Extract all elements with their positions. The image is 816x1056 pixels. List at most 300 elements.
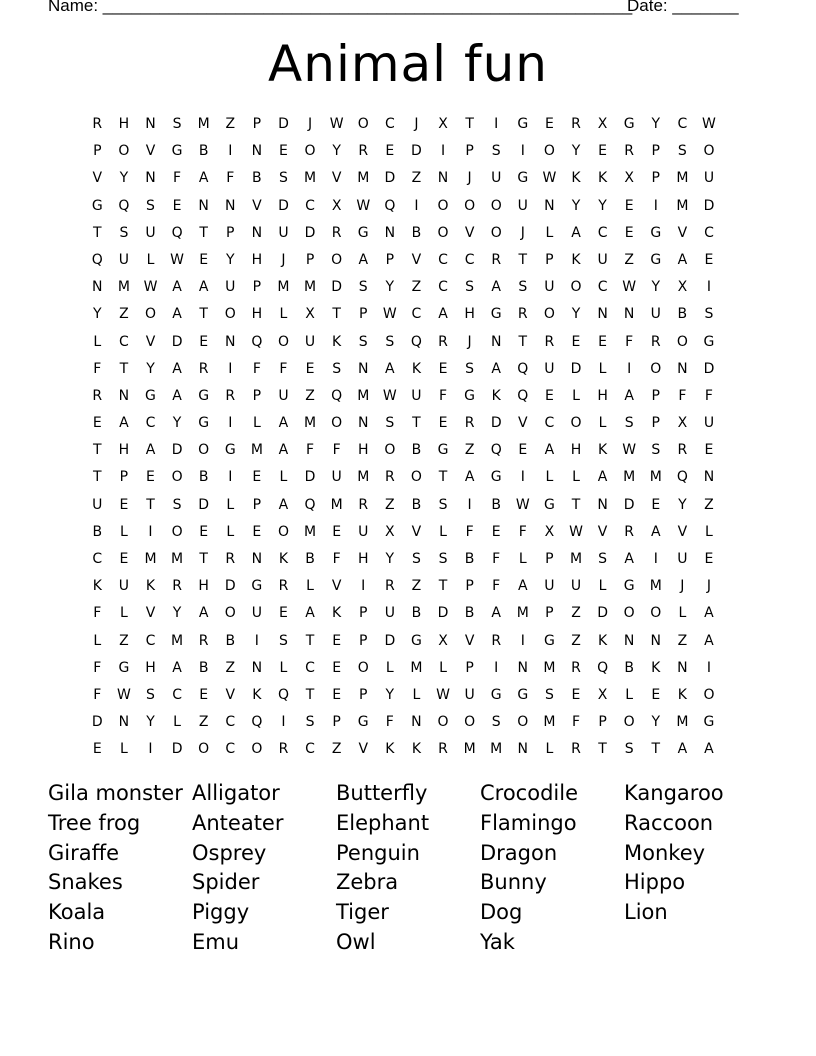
grid-letter: R bbox=[571, 659, 581, 676]
grid-letter: D bbox=[437, 605, 449, 622]
grid-letter: J bbox=[467, 170, 472, 187]
grid-letter: F bbox=[465, 523, 474, 540]
grid-letter: Q bbox=[91, 251, 103, 268]
grid-letter: U bbox=[703, 415, 715, 432]
grid-letter: R bbox=[198, 632, 209, 649]
grid-letter: M bbox=[676, 714, 689, 731]
grid-letter: E bbox=[704, 551, 714, 567]
grid-letter: H bbox=[357, 442, 369, 459]
grid-letter: Z bbox=[198, 714, 209, 731]
grid-letter: K bbox=[332, 333, 342, 350]
grid-letter: E bbox=[119, 551, 129, 567]
grid-letter: B bbox=[411, 605, 422, 622]
grid-letter: Y bbox=[385, 686, 395, 703]
grid-letter: L bbox=[252, 415, 261, 432]
grid-letter: L bbox=[545, 224, 554, 241]
grid-letter: N bbox=[225, 197, 236, 214]
grid-letter: O bbox=[304, 143, 316, 160]
grid-letter: L bbox=[705, 523, 713, 540]
grid-letter: R bbox=[544, 333, 555, 350]
grid-letter: Y bbox=[678, 496, 687, 513]
grid-letter: O bbox=[410, 469, 422, 486]
grid-letter: F bbox=[571, 714, 581, 731]
grid-letter: G bbox=[543, 632, 555, 649]
grid-letter: S bbox=[146, 197, 155, 214]
grid-letter: Y bbox=[385, 279, 395, 296]
word-bank-item: Dragon bbox=[480, 840, 558, 865]
grid-letter: Z bbox=[624, 251, 634, 268]
word-bank-item: Raccoon bbox=[624, 810, 714, 835]
grid-letter: R bbox=[358, 143, 369, 160]
grid-letter: N bbox=[198, 197, 209, 214]
grid-letter: R bbox=[225, 387, 236, 404]
worksheet-header bbox=[48, 0, 748, 16]
grid-letter: E bbox=[598, 143, 607, 160]
grid-letter: P bbox=[465, 578, 474, 595]
grid-letter: Y bbox=[146, 360, 155, 377]
grid-letter: G bbox=[224, 442, 236, 459]
grid-letter: G bbox=[171, 143, 183, 160]
grid-letter: S bbox=[358, 333, 368, 350]
grid-letter: X bbox=[544, 523, 555, 540]
grid-letter: M bbox=[543, 714, 556, 731]
grid-letter: K bbox=[278, 551, 289, 567]
grid-letter: R bbox=[331, 224, 342, 241]
grid-letter: T bbox=[199, 224, 208, 241]
grid-letter: E bbox=[491, 523, 501, 540]
grid-letter: G bbox=[703, 333, 715, 350]
grid-letter: E bbox=[651, 686, 661, 703]
grid-letter: O bbox=[464, 714, 476, 731]
grid-letter: B bbox=[198, 469, 209, 486]
grid-letter: F bbox=[279, 360, 288, 377]
grid-letter: M bbox=[543, 659, 556, 676]
grid-letter: P bbox=[359, 632, 368, 649]
grid-letter: N bbox=[703, 469, 715, 486]
grid-letter: G bbox=[543, 496, 555, 513]
grid-letter: I bbox=[653, 551, 658, 567]
grid-letter: U bbox=[358, 523, 369, 540]
grid-letter: N bbox=[384, 224, 396, 241]
grid-letter: G bbox=[251, 578, 263, 595]
grid-letter: B bbox=[464, 605, 475, 622]
grid-letter: S bbox=[385, 415, 395, 432]
grid-letter: A bbox=[172, 659, 182, 676]
grid-letter: K bbox=[92, 578, 102, 595]
grid-letter: D bbox=[304, 224, 316, 241]
grid-letter: A bbox=[677, 741, 688, 758]
grid-letter: V bbox=[331, 578, 342, 595]
grid-letter: A bbox=[358, 251, 369, 268]
word-bank-item: Flamingo bbox=[480, 810, 577, 835]
word-bank-item: Kangaroo bbox=[624, 781, 724, 805]
grid-letter: Z bbox=[225, 116, 236, 132]
grid-letter: K bbox=[597, 442, 608, 459]
grid-letter: I bbox=[414, 197, 419, 214]
grid-letter: K bbox=[677, 686, 687, 703]
grid-letter: F bbox=[518, 523, 527, 540]
grid-letter: B bbox=[464, 551, 475, 567]
grid-letter: F bbox=[625, 333, 634, 350]
grid-letter: M bbox=[676, 197, 689, 214]
grid-letter: O bbox=[224, 605, 236, 622]
grid-letter: S bbox=[651, 442, 661, 459]
grid-letter: V bbox=[518, 415, 528, 432]
grid-letter: E bbox=[252, 469, 262, 486]
grid-letter: R bbox=[624, 523, 635, 540]
grid-letter: D bbox=[304, 469, 316, 486]
grid-letter: Q bbox=[118, 197, 130, 214]
grid-letter: B bbox=[411, 224, 422, 241]
grid-letter: T bbox=[438, 469, 448, 486]
grid-letter: F bbox=[332, 551, 341, 567]
grid-letter: M bbox=[357, 469, 370, 486]
grid-letter: R bbox=[384, 578, 395, 595]
grid-letter: S bbox=[411, 551, 421, 567]
grid-letter: P bbox=[651, 143, 660, 160]
grid-letter: J bbox=[467, 333, 472, 350]
grid-letter: Y bbox=[225, 251, 235, 268]
grid-letter: E bbox=[332, 659, 342, 676]
grid-letter: P bbox=[545, 551, 554, 567]
grid-letter: E bbox=[92, 741, 102, 758]
grid-letter: A bbox=[119, 415, 129, 432]
grid-letter: B bbox=[252, 170, 262, 187]
grid-letter: C bbox=[305, 659, 315, 676]
grid-letter: M bbox=[304, 170, 317, 187]
grid-letter: L bbox=[678, 605, 687, 622]
grid-letter: A bbox=[198, 170, 209, 187]
grid-letter: S bbox=[465, 360, 475, 377]
grid-letter: T bbox=[651, 741, 661, 758]
grid-letter: E bbox=[252, 523, 262, 540]
grid-letter: M bbox=[250, 442, 263, 459]
grid-letter: O bbox=[437, 714, 449, 731]
grid-letter: N bbox=[357, 415, 369, 432]
grid-letter: W bbox=[382, 387, 397, 404]
grid-letter: B bbox=[491, 496, 501, 513]
grid-letter: H bbox=[118, 442, 130, 459]
grid-letter: A bbox=[650, 523, 661, 540]
grid-letter: C bbox=[438, 279, 448, 296]
grid-letter: D bbox=[703, 360, 715, 377]
grid-letter: E bbox=[571, 686, 581, 703]
grid-letter: I bbox=[228, 360, 233, 377]
grid-letter: O bbox=[224, 306, 236, 323]
grid-letter: L bbox=[226, 523, 235, 540]
grid-letter: P bbox=[359, 306, 368, 323]
grid-letter: S bbox=[172, 116, 182, 132]
grid-letter: D bbox=[91, 714, 103, 731]
grid-letter: M bbox=[357, 170, 370, 187]
grid-letter: B bbox=[198, 143, 209, 160]
word-bank-item: Giraffe bbox=[48, 840, 119, 865]
grid-letter: H bbox=[118, 116, 130, 132]
grid-letter: X bbox=[305, 306, 315, 323]
word-bank-item: Owl bbox=[336, 929, 376, 954]
grid-letter: U bbox=[411, 387, 422, 404]
grid-letter: I bbox=[706, 659, 712, 676]
grid-letter: G bbox=[464, 387, 476, 404]
grid-letter: N bbox=[623, 306, 635, 323]
word-bank-item: Piggy bbox=[192, 900, 250, 925]
grid-letter: P bbox=[305, 251, 315, 268]
grid-letter: N bbox=[623, 632, 635, 649]
grid-letter: U bbox=[278, 387, 289, 404]
grid-letter: B bbox=[198, 659, 209, 676]
grid-letter: Y bbox=[571, 143, 581, 160]
grid-letter: G bbox=[490, 306, 502, 323]
grid-letter: F bbox=[306, 442, 315, 459]
grid-letter: N bbox=[251, 143, 263, 160]
word-bank-item: Tiger bbox=[336, 900, 389, 925]
grid-letter: W bbox=[436, 686, 450, 703]
grid-letter: P bbox=[651, 415, 660, 432]
grid-letter: Q bbox=[384, 197, 396, 214]
grid-letter: I bbox=[228, 143, 233, 160]
grid-letter: G bbox=[118, 659, 130, 676]
grid-letter: L bbox=[119, 523, 128, 540]
grid-letter: D bbox=[411, 143, 422, 160]
grid-letter: G bbox=[198, 415, 210, 432]
grid-letter: N bbox=[251, 551, 263, 567]
grid-letter: K bbox=[411, 741, 422, 758]
grid-letter: I bbox=[520, 632, 525, 649]
grid-letter: Q bbox=[251, 333, 263, 350]
grid-letter: T bbox=[332, 306, 341, 323]
grid-letter: F bbox=[492, 578, 501, 595]
grid-letter: K bbox=[651, 659, 661, 676]
grid-letter: O bbox=[198, 442, 210, 459]
grid-letter: U bbox=[278, 224, 289, 241]
grid-letter: E bbox=[598, 333, 607, 350]
grid-letter: S bbox=[491, 714, 501, 731]
grid-letter: O bbox=[118, 143, 130, 160]
grid-letter: R bbox=[92, 116, 103, 132]
grid-letter: V bbox=[464, 224, 475, 241]
grid-letter: I bbox=[520, 143, 525, 160]
grid-letter: F bbox=[438, 387, 448, 404]
grid-letter: R bbox=[384, 469, 395, 486]
grid-letter: R bbox=[677, 442, 688, 459]
grid-letter: N bbox=[650, 632, 661, 649]
grid-letter: D bbox=[597, 605, 608, 622]
grid-letter: M bbox=[144, 551, 157, 567]
word-bank-item: Spider bbox=[192, 870, 260, 895]
grid-letter: L bbox=[93, 333, 102, 350]
grid-letter: P bbox=[465, 143, 474, 160]
grid-letter: O bbox=[171, 523, 183, 540]
grid-letter: R bbox=[198, 360, 209, 377]
word-bank-item: Tree frog bbox=[48, 810, 141, 835]
grid-letter: O bbox=[277, 523, 289, 540]
grid-letter: A bbox=[544, 442, 555, 459]
grid-letter: E bbox=[438, 360, 448, 377]
word-bank-item: Crocodile bbox=[480, 781, 578, 805]
grid-letter: G bbox=[623, 116, 635, 132]
grid-letter: P bbox=[359, 605, 368, 622]
grid-letter: U bbox=[331, 469, 342, 486]
grid-letter: T bbox=[518, 251, 528, 268]
grid-letter: J bbox=[706, 578, 712, 595]
grid-letter: C bbox=[677, 116, 688, 132]
grid-letter: L bbox=[412, 686, 421, 703]
grid-letter: J bbox=[307, 116, 313, 132]
word-bank-item: Yak bbox=[480, 929, 515, 954]
grid-letter: K bbox=[385, 741, 395, 758]
grid-letter: G bbox=[410, 632, 422, 649]
grid-letter: Q bbox=[597, 659, 609, 676]
grid-letter: D bbox=[224, 578, 236, 595]
word-bank-item: Butterfly bbox=[336, 781, 428, 805]
letter-grid bbox=[84, 115, 722, 768]
grid-letter: C bbox=[704, 224, 714, 241]
grid-letter: P bbox=[598, 714, 607, 731]
grid-letter: E bbox=[92, 415, 102, 432]
grid-letter: T bbox=[93, 224, 102, 241]
grid-letter: N bbox=[597, 306, 608, 323]
grid-letter: A bbox=[145, 442, 156, 459]
grid-letter: R bbox=[624, 143, 635, 160]
grid-letter: G bbox=[623, 578, 635, 595]
grid-letter: A bbox=[172, 279, 182, 296]
grid-letter: W bbox=[542, 170, 557, 187]
grid-letter: Z bbox=[411, 578, 422, 595]
word-bank-item: Zebra bbox=[336, 870, 399, 895]
grid-letter: S bbox=[677, 143, 687, 160]
grid-letter: X bbox=[385, 523, 395, 540]
grid-letter: L bbox=[598, 578, 607, 595]
grid-letter: W bbox=[569, 523, 583, 540]
grid-letter: E bbox=[332, 523, 342, 540]
word-bank-item: Gila monster bbox=[48, 781, 183, 805]
grid-letter: K bbox=[332, 605, 342, 622]
grid-letter: A bbox=[704, 605, 714, 622]
grid-letter: B bbox=[677, 306, 688, 323]
grid-letter: C bbox=[464, 251, 475, 268]
grid-letter: J bbox=[414, 116, 419, 132]
grid-letter: S bbox=[518, 279, 528, 296]
word-bank-item: Monkey bbox=[624, 840, 706, 865]
grid-letter: F bbox=[252, 360, 261, 377]
grid-letter: I bbox=[361, 578, 366, 595]
grid-letter: A bbox=[172, 360, 182, 377]
grid-letter: C bbox=[411, 306, 422, 323]
grid-letter: G bbox=[437, 442, 449, 459]
grid-letter: X bbox=[438, 116, 448, 132]
grid-letter: H bbox=[570, 442, 582, 459]
grid-letter: L bbox=[306, 578, 314, 595]
grid-letter: N bbox=[677, 360, 688, 377]
grid-letter: Z bbox=[305, 387, 315, 404]
grid-letter: V bbox=[252, 197, 262, 214]
grid-letter: C bbox=[92, 551, 103, 567]
grid-letter: W bbox=[702, 116, 716, 132]
grid-letter: N bbox=[145, 170, 156, 187]
grid-letter: R bbox=[571, 741, 581, 758]
grid-letter: R bbox=[464, 415, 475, 432]
grid-letter: P bbox=[252, 387, 262, 404]
grid-letter: U bbox=[145, 224, 156, 241]
word-bank-item: Anteater bbox=[192, 810, 284, 835]
grid-letter: L bbox=[119, 605, 128, 622]
grid-letter: N bbox=[251, 224, 263, 241]
grid-letter: Q bbox=[331, 387, 343, 404]
grid-letter: I bbox=[494, 116, 499, 132]
grid-letter: M bbox=[649, 469, 662, 486]
grid-letter: Y bbox=[172, 605, 182, 622]
grid-letter: R bbox=[172, 578, 182, 595]
grid-letter: D bbox=[703, 197, 715, 214]
grid-letter: S bbox=[332, 360, 342, 377]
grid-letter: S bbox=[598, 551, 608, 567]
grid-letter: M bbox=[490, 741, 503, 758]
grid-letter: V bbox=[331, 170, 342, 187]
grid-letter: L bbox=[93, 632, 102, 649]
grid-letter: U bbox=[703, 170, 715, 187]
grid-letter: M bbox=[410, 659, 423, 676]
grid-letter: L bbox=[119, 741, 128, 758]
grid-letter: T bbox=[93, 469, 102, 486]
grid-letter: D bbox=[171, 333, 183, 350]
grid-letter: K bbox=[145, 578, 156, 595]
grid-letter: M bbox=[676, 170, 689, 187]
grid-letter: T bbox=[412, 415, 421, 432]
grid-letter: O bbox=[331, 415, 343, 432]
word-bank-item: Elephant bbox=[336, 810, 430, 835]
grid-letter: A bbox=[464, 469, 475, 486]
word-bank bbox=[48, 778, 768, 957]
grid-letter: R bbox=[650, 333, 661, 350]
grid-letter: Q bbox=[171, 224, 183, 241]
grid-letter: M bbox=[304, 523, 317, 540]
grid-letter: S bbox=[358, 279, 368, 296]
grid-letter: O bbox=[703, 143, 715, 160]
grid-letter: H bbox=[251, 251, 263, 268]
grid-letter: I bbox=[254, 632, 259, 649]
grid-letter: M bbox=[516, 605, 529, 622]
grid-letter: A bbox=[385, 360, 395, 377]
grid-letter: X bbox=[331, 197, 342, 214]
word-bank-item: Alligator bbox=[192, 781, 280, 805]
grid-letter: Q bbox=[410, 333, 422, 350]
grid-letter: Z bbox=[464, 442, 475, 459]
grid-letter: A bbox=[491, 605, 501, 622]
grid-letter: C bbox=[172, 686, 182, 703]
word-bank-item: Dog bbox=[480, 900, 523, 925]
grid-letter: V bbox=[411, 251, 422, 268]
grid-letter: N bbox=[490, 333, 502, 350]
grid-letter: H bbox=[597, 387, 608, 404]
grid-letter: U bbox=[118, 251, 130, 268]
grid-letter: Z bbox=[571, 605, 581, 622]
grid-letter: N bbox=[517, 659, 529, 676]
grid-letter: D bbox=[570, 360, 582, 377]
word-bank-item: Hippo bbox=[624, 870, 686, 895]
grid-letter: E bbox=[624, 224, 634, 241]
grid-letter: Z bbox=[385, 496, 395, 513]
grid-letter: G bbox=[145, 387, 156, 404]
grid-letter: R bbox=[517, 306, 528, 323]
grid-letter: T bbox=[305, 632, 315, 649]
grid-letter: F bbox=[678, 387, 687, 404]
grid-letter: G bbox=[517, 170, 529, 187]
grid-letter: O bbox=[703, 686, 715, 703]
grid-letter: S bbox=[465, 279, 475, 296]
word-bank-item: Snakes bbox=[48, 870, 123, 895]
grid-letter: F bbox=[332, 442, 341, 459]
grid-letter: U bbox=[464, 686, 475, 703]
